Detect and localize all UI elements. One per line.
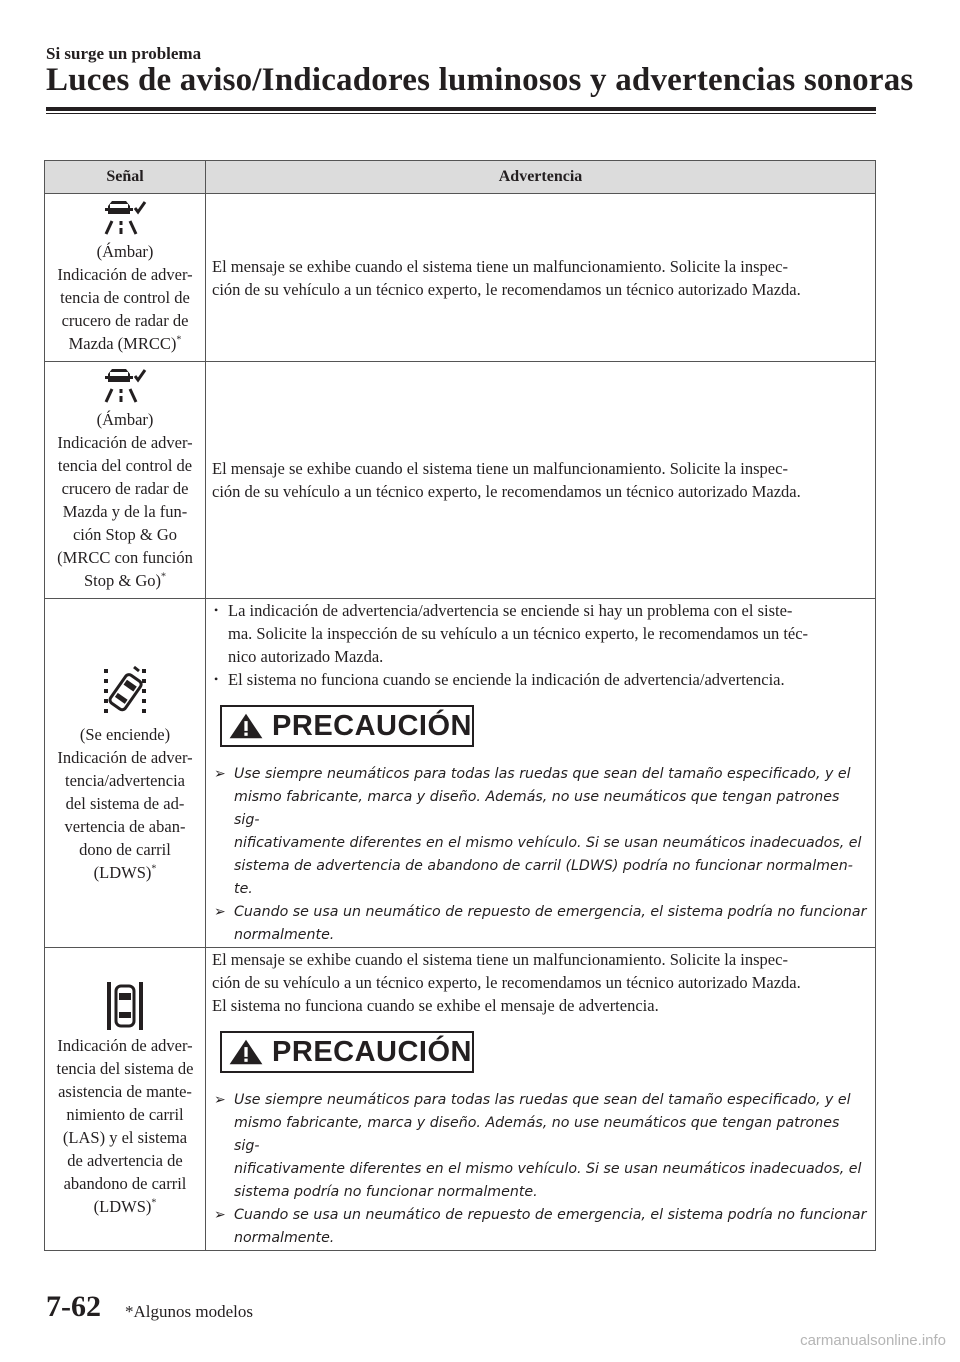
column-header-warning: Advertencia xyxy=(206,161,876,194)
signal-line: (Se enciende) xyxy=(79,724,171,744)
asterisk: * xyxy=(161,571,166,583)
signal-line: nimiento de carril xyxy=(66,1105,184,1124)
signal-cell xyxy=(45,194,206,362)
caution-notes xyxy=(212,763,867,947)
signal-line: tencia del sistema de xyxy=(56,1059,194,1078)
signal-line: tencia/advertencia xyxy=(64,770,185,790)
warning-cell xyxy=(206,194,876,362)
warning-triangle-icon xyxy=(228,1035,264,1069)
caution-box xyxy=(220,705,474,747)
note-line: ➢ Cuando se usa un neumático de repuesto de emergencia, el sistema podría no funcionar xyxy=(234,1207,867,1223)
table-row xyxy=(45,362,876,599)
signal-cell xyxy=(45,599,206,948)
column-header-signal: Señal xyxy=(45,161,206,194)
signal-line: del sistema de ad- xyxy=(65,793,185,813)
warning-cell xyxy=(206,362,876,599)
note-line: ➢ Use siempre neumáticos para todas las ruedas que sean del tamaño especificado, y el xyxy=(234,1092,851,1108)
signal-cell xyxy=(45,948,206,1251)
note-line: nificativamente diferentes en el mismo vehículo. Si se usan neumáticos inadecuados, el xyxy=(234,835,862,851)
bullet-item: • El sistema no funciona cuando se enciende la indicación de advertencia/advertencia. xyxy=(212,668,867,691)
caution-notes xyxy=(212,1089,867,1250)
signal-line-text: (LDWS) xyxy=(93,1197,152,1216)
signal-line: (Ámbar) xyxy=(96,242,154,261)
table-row xyxy=(45,194,876,362)
warning-line: El mensaje se exhibe cuando el sistema tiene un malfuncionamiento. Solicite la inspec- xyxy=(212,950,788,969)
signal-line xyxy=(47,569,203,592)
section-label: Si surge un problema xyxy=(46,44,202,63)
caution-box xyxy=(220,1031,474,1073)
table-row xyxy=(45,599,876,948)
note-line: mismo fabricante, marca y diseño. Además, no use neumáticos que tengan patrones sig- xyxy=(234,1115,840,1154)
warning-cell xyxy=(206,599,876,948)
signal-line-text: (LDWS) xyxy=(93,862,152,882)
note-line: normalmente. xyxy=(234,1230,335,1246)
caution-label: PRECAUCIÓN xyxy=(272,709,472,742)
signal-line: dono de carril xyxy=(79,839,171,859)
page-number: 7-62 xyxy=(46,1290,101,1323)
note-line: sistema podría no funcionar normalmente. xyxy=(234,1184,538,1200)
note-line: ➢ Cuando se usa un neumático de repuesto de emergencia, el sistema podría no funcionar xyxy=(234,904,867,920)
note-line: ➢ Use siempre neumáticos para todas las ruedas que sean del tamaño especificado, y el xyxy=(234,766,851,782)
bullet-line: ma. Solicite la inspección de su vehículo a un técnico experto, le recomendamos un téc- xyxy=(228,624,809,643)
signal-line: Indicación de adver- xyxy=(57,265,193,284)
warning-line: El mensaje se exhibe cuando el sistema tiene un malfuncionamiento. Solicite la inspec- xyxy=(212,256,788,276)
warning-table xyxy=(44,160,876,1251)
signal-line-text: Mazda (MRCC) xyxy=(68,334,177,353)
bullet-item xyxy=(212,599,867,668)
warning-line: ción de su vehículo a un técnico experto, le recomendamos un técnico autorizado Mazda. xyxy=(212,482,801,501)
signal-line: de advertencia de xyxy=(67,1151,183,1170)
warning-line: ción de su vehículo a un técnico experto, le recomendamos un técnico autorizado Mazda. xyxy=(212,279,801,299)
asterisk: * xyxy=(151,1197,157,1209)
mrcc-stop-go-warning-icon xyxy=(102,368,148,406)
signal-line xyxy=(47,861,203,884)
signal-line: ción Stop & Go xyxy=(72,525,178,544)
signal-line: (LAS) y el sistema xyxy=(62,1128,188,1147)
title-rule xyxy=(46,107,876,111)
signal-line xyxy=(47,332,203,355)
bullet-list xyxy=(212,599,867,691)
asterisk: * xyxy=(151,863,157,874)
signal-cell xyxy=(45,362,206,599)
caution-note xyxy=(212,1089,867,1204)
warning-cell xyxy=(206,948,876,1251)
table-header-row xyxy=(45,161,876,194)
page-title: Luces de aviso/Indicadores luminosos y advertencias sonoras xyxy=(46,62,914,98)
signal-line: Indicación de adver- xyxy=(57,1036,193,1055)
ldws-warning-icon xyxy=(100,663,150,721)
warning-line: El mensaje se exhibe cuando el sistema tiene un malfuncionamiento. Solicite la inspec- xyxy=(212,459,788,478)
caution-note xyxy=(212,763,867,901)
mrcc-warning-icon xyxy=(102,200,148,238)
signal-line: crucero de radar de xyxy=(61,311,189,330)
warning-line: El sistema no funciona cuando se exhibe el mensaje de advertencia. xyxy=(212,996,659,1015)
table-row xyxy=(45,948,876,1251)
signal-line: (Ámbar) xyxy=(96,410,154,429)
signal-line: Indicación de adver- xyxy=(57,747,193,767)
note-line: nificativamente diferentes en el mismo vehículo. Si se usan neumáticos inadecuados, el xyxy=(234,1161,862,1177)
note-line: normalmente. xyxy=(234,927,335,943)
signal-line: tencia del control de xyxy=(57,456,193,475)
asterisk: * xyxy=(176,334,182,346)
warning-triangle-icon xyxy=(228,709,264,743)
signal-line: tencia de control de xyxy=(60,288,190,307)
signal-line: Mazda y de la fun- xyxy=(62,502,188,521)
note-line: mismo fabricante, marca y diseño. Además, no use neumáticos que tengan patrones sig- xyxy=(234,789,840,828)
signal-line: asistencia de mante- xyxy=(58,1082,192,1101)
title-rule-thin xyxy=(46,113,876,114)
signal-line: Indicación de adver- xyxy=(57,433,193,452)
caution-note xyxy=(212,901,867,947)
bullet-line: • La indicación de advertencia/advertencia se enciende si hay un problema con el siste- xyxy=(228,601,793,620)
signal-line-text: Stop & Go) xyxy=(83,571,161,590)
signal-line xyxy=(47,1195,203,1218)
note-line: sistema de advertencia de abandono de carril (LDWS) podría no funcionar normalmen- xyxy=(234,858,853,874)
note-line: te. xyxy=(234,881,253,897)
bullet-line: nico autorizado Mazda. xyxy=(228,647,384,666)
signal-line: crucero de radar de xyxy=(61,479,189,498)
signal-line: vertencia de aban- xyxy=(64,816,186,836)
signal-line: abandono de carril xyxy=(63,1174,187,1193)
caution-note xyxy=(212,1204,867,1250)
signal-line: (MRCC con función xyxy=(57,548,193,567)
las-ldws-warning-icon xyxy=(104,980,146,1032)
warning-line: ción de su vehículo a un técnico experto, le recomendamos un técnico autorizado Mazda. xyxy=(212,973,801,992)
footnote: *Algunos modelos xyxy=(125,1302,253,1321)
watermark: carmanualsonline.info xyxy=(800,1332,946,1349)
caution-label: PRECAUCIÓN xyxy=(272,1035,472,1068)
